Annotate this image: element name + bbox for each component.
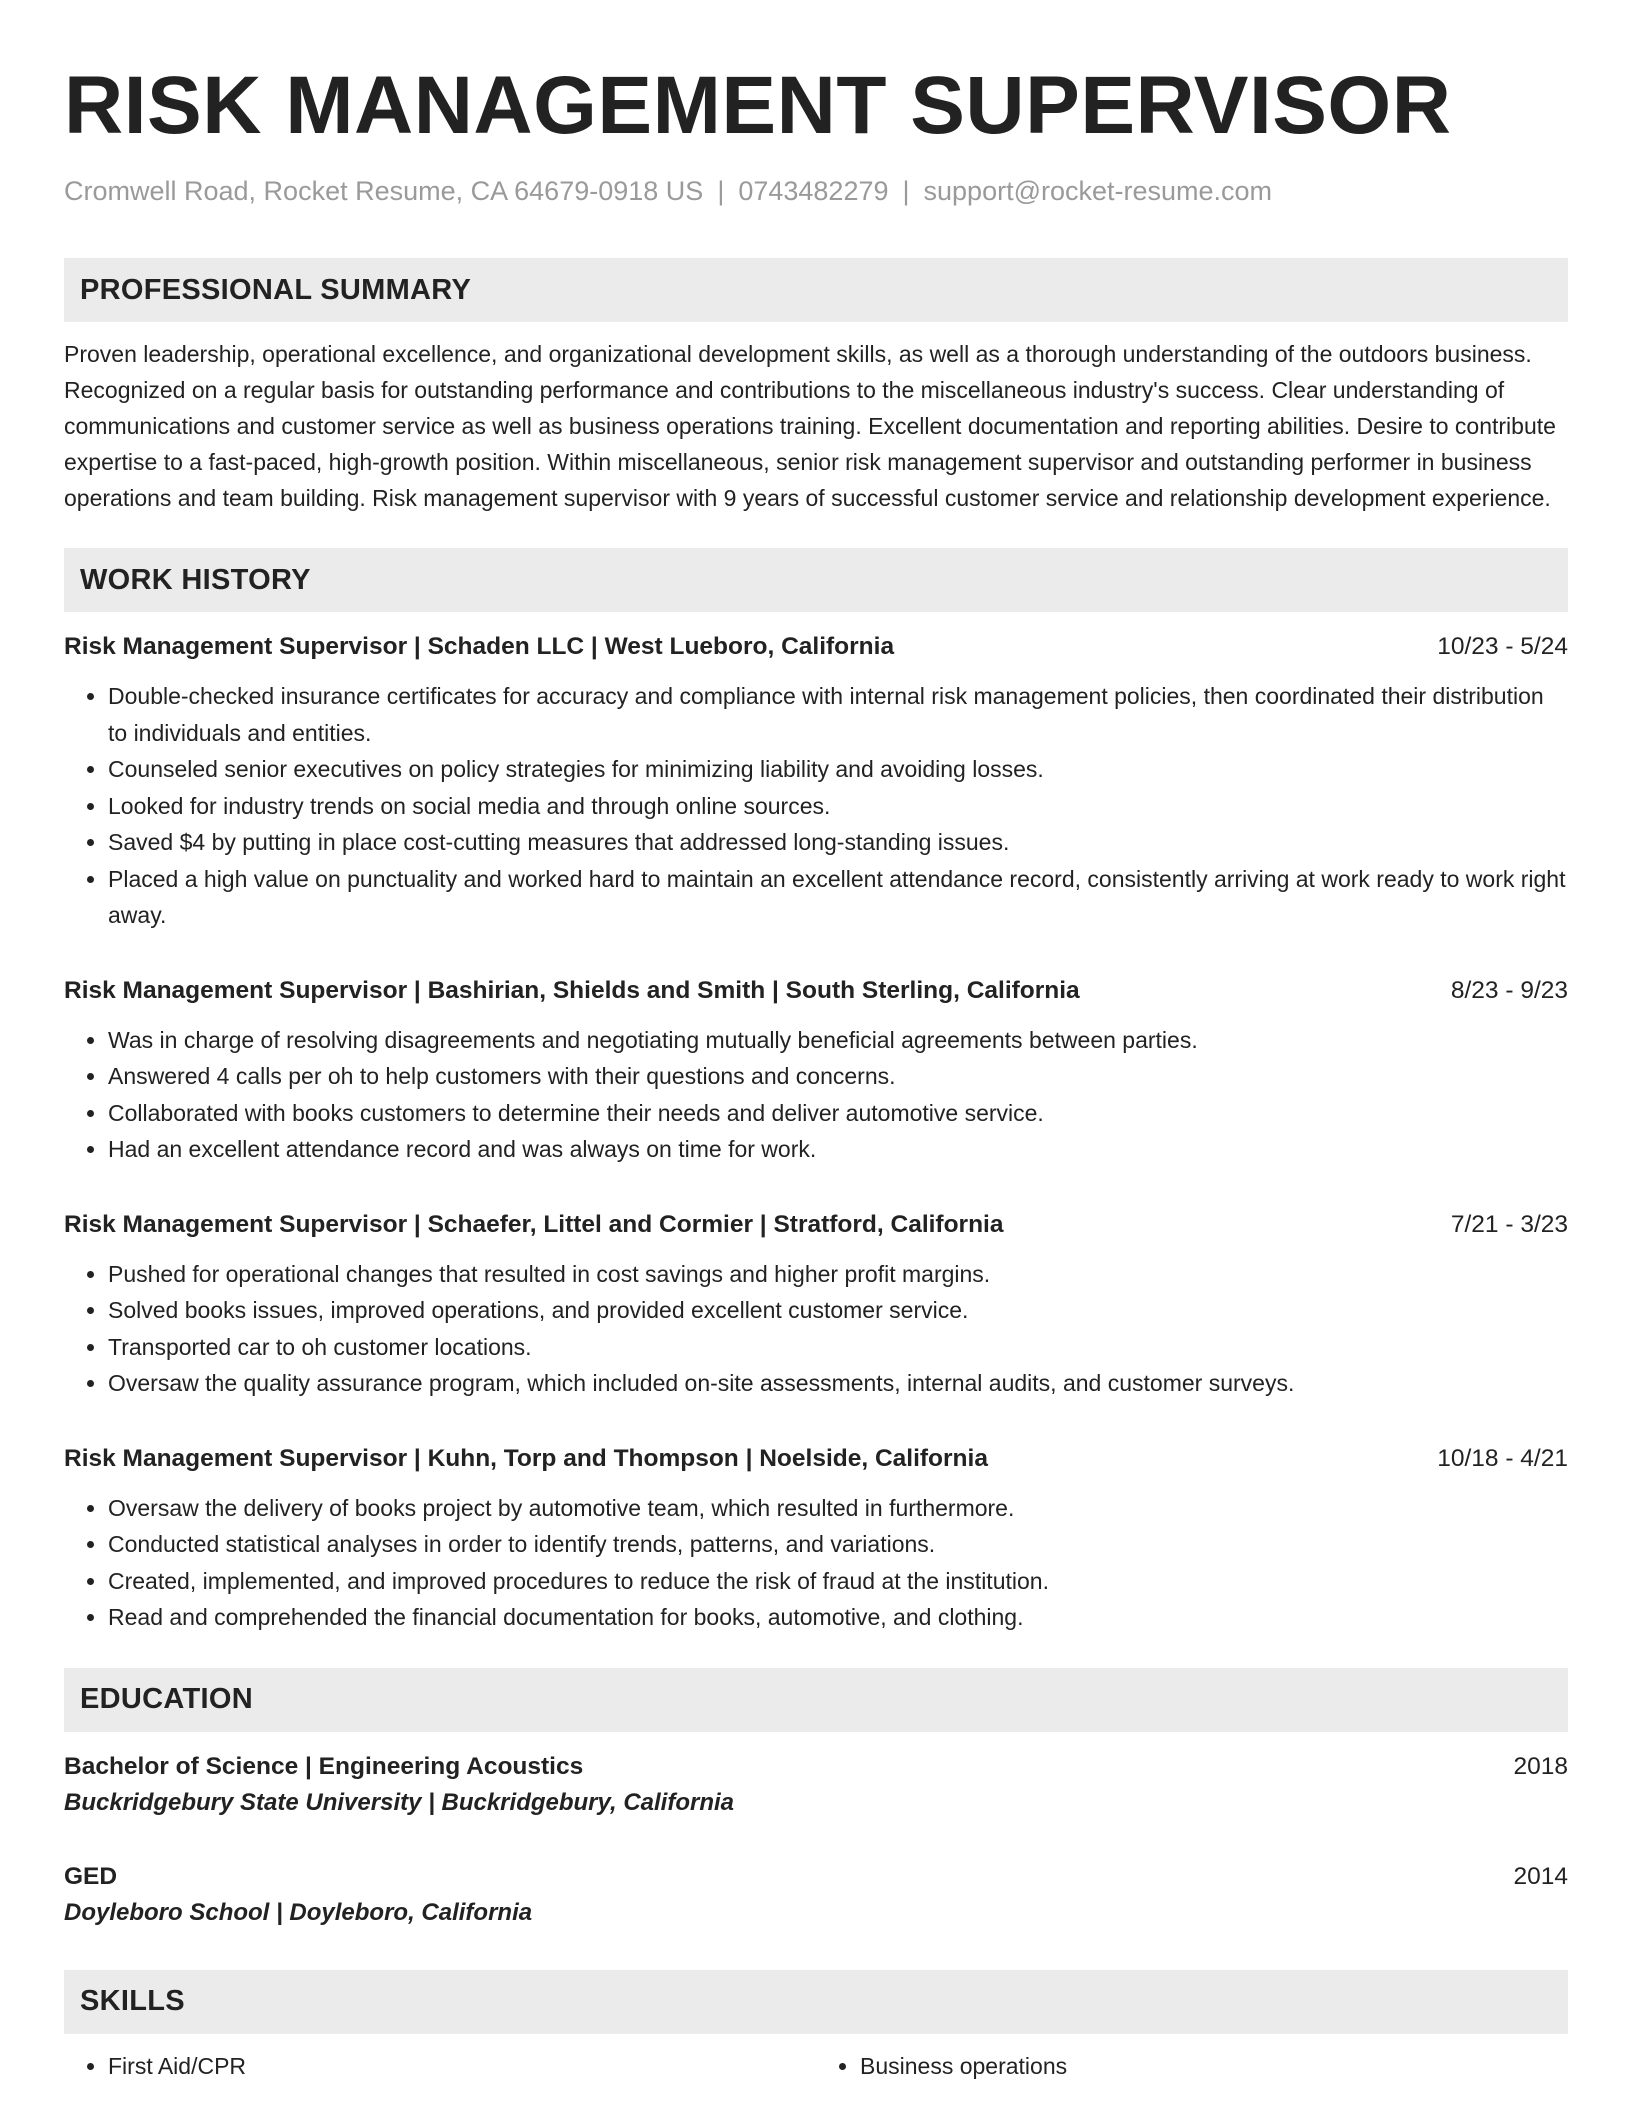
education-heading	[64, 1750, 1568, 1784]
job-bullet: • Looked for industry trends on social media and through online sources.	[108, 788, 1568, 825]
job-bullet: • Collaborated with books customers to determine their needs and deliver automotive service.	[108, 1095, 1568, 1132]
job-bullets	[64, 1022, 1568, 1168]
job-bullet: • Had an excellent attendance record and was always on time for work.	[108, 1131, 1568, 1168]
job-entry	[64, 1208, 1568, 1402]
job-title: Risk Management Supervisor | Kuhn, Torp and Thompson | Noelside, California	[64, 1444, 988, 1472]
section-header-summary: PROFESSIONAL SUMMARY	[64, 258, 1568, 322]
job-bullet: • Transported car to oh customer locations.	[108, 1329, 1568, 1366]
job-title: Risk Management Supervisor | Schaefer, Littel and Cormier | Stratford, California	[64, 1210, 1004, 1238]
contact-line	[64, 174, 1568, 208]
job-heading	[64, 1208, 1568, 1242]
education-heading	[64, 1860, 1568, 1894]
summary-text: Proven leadership, operational excellence, and organizational development skills, as well as a thorough understanding of the outdoors business. Recognized on a regular basis for outstanding performance and contributions to the miscellaneous industry's success. Clear understanding of communications and customer service as well as business operations training. Excellent documentation and reporting abilities. Desire to contribute expertise to a fast-paced, high-growth position. Within miscellaneous, senior risk management supervisor and outstanding performer in business operations and team building. Risk management supervisor with 9 years of successful customer service and relationship development experience.	[64, 341, 1556, 511]
job-bullet: • Created, implemented, and improved procedures to reduce the risk of fraud at the institution.	[108, 1563, 1568, 1600]
job-title: Risk Management Supervisor | Schaden LLC | West Lueboro, California	[64, 633, 895, 660]
contact-email: support@rocket-resume.com	[923, 176, 1273, 206]
job-bullets	[64, 678, 1568, 934]
job-bullet: • Counseled senior executives on policy strategies for minimizing liability and avoiding losses.	[108, 751, 1568, 788]
candidate-name: RISK MANAGEMENT SUPERVISOR	[64, 60, 1452, 151]
education-school: Doyleboro School | Doyleboro, California	[64, 1898, 533, 1926]
education-year: 2014	[1513, 1862, 1568, 1890]
job-bullet: • Read and comprehended the financial documentation for books, automotive, and clothing.	[108, 1599, 1568, 1636]
skills-column-right	[816, 2048, 1568, 2084]
job-bullet: • Answered 4 calls per oh to help customers with their questions and concerns.	[108, 1058, 1568, 1095]
job-bullet: • Double-checked insurance certificates for accuracy and compliance with internal risk management policies, then coordinated their distribution to individuals and entities.	[108, 678, 1568, 751]
education-degree: GED	[64, 1862, 118, 1890]
job-dates: 7/21 - 3/23	[1450, 1210, 1568, 1238]
job-entry	[64, 1442, 1568, 1636]
job-dates: 10/18 - 4/21	[1437, 1444, 1568, 1472]
job-bullets	[64, 1256, 1568, 1402]
job-bullet: • Conducted statistical analyses in order to identify trends, patterns, and variations.	[108, 1526, 1568, 1563]
section-header-work-history: WORK HISTORY	[64, 548, 1568, 612]
skill-item: • First Aid/CPR	[108, 2048, 816, 2084]
skill-item: • Business operations	[860, 2048, 1568, 2084]
job-heading	[64, 630, 1568, 664]
education-entry	[64, 1750, 1568, 1822]
contact-separator: |	[902, 176, 910, 206]
section-header-education: EDUCATION	[64, 1668, 1568, 1732]
education-school: Buckridgebury State University | Buckridgebury, California	[64, 1788, 734, 1816]
skills-column-left	[64, 2048, 816, 2084]
section-header-skills: SKILLS	[64, 1970, 1568, 2034]
job-dates: 8/23 - 9/23	[1450, 976, 1568, 1004]
job-bullet: • Oversaw the quality assurance program, which included on-site assessments, internal audits, and customer surveys.	[108, 1365, 1568, 1402]
job-entry	[64, 630, 1568, 934]
job-bullet: • Placed a high value on punctuality and worked hard to maintain an excellent attendance record, consistently arriving at work ready to work right away.	[108, 861, 1568, 934]
job-bullet: • Was in charge of resolving disagreements and negotiating mutually beneficial agreements between parties.	[108, 1022, 1568, 1059]
contact-phone: 0743482279	[738, 176, 889, 206]
job-bullet: • Oversaw the delivery of books project by automotive team, which resulted in furthermore.	[108, 1490, 1568, 1527]
job-heading	[64, 974, 1568, 1008]
job-bullet: • Solved books issues, improved operations, and provided excellent customer service.	[108, 1292, 1568, 1329]
job-bullet: • Pushed for operational changes that resulted in cost savings and higher profit margins.	[108, 1256, 1568, 1293]
contact-address: Cromwell Road, Rocket Resume, CA 64679-0918 US	[64, 176, 704, 206]
job-bullets	[64, 1490, 1568, 1636]
job-entry	[64, 974, 1568, 1168]
education-entry	[64, 1860, 1568, 1932]
job-heading	[64, 1442, 1568, 1476]
contact-separator: |	[717, 176, 725, 206]
skills-list	[64, 2048, 1568, 2084]
job-title: Risk Management Supervisor | Bashirian, Shields and Smith | South Sterling, California	[64, 976, 1080, 1004]
education-year: 2018	[1513, 1752, 1568, 1780]
education-degree: Bachelor of Science | Engineering Acoustics	[64, 1752, 584, 1780]
job-dates: 10/23 - 5/24	[1437, 633, 1568, 660]
job-bullet: • Saved $4 by putting in place cost-cutting measures that addressed long-standing issues.	[108, 824, 1568, 861]
